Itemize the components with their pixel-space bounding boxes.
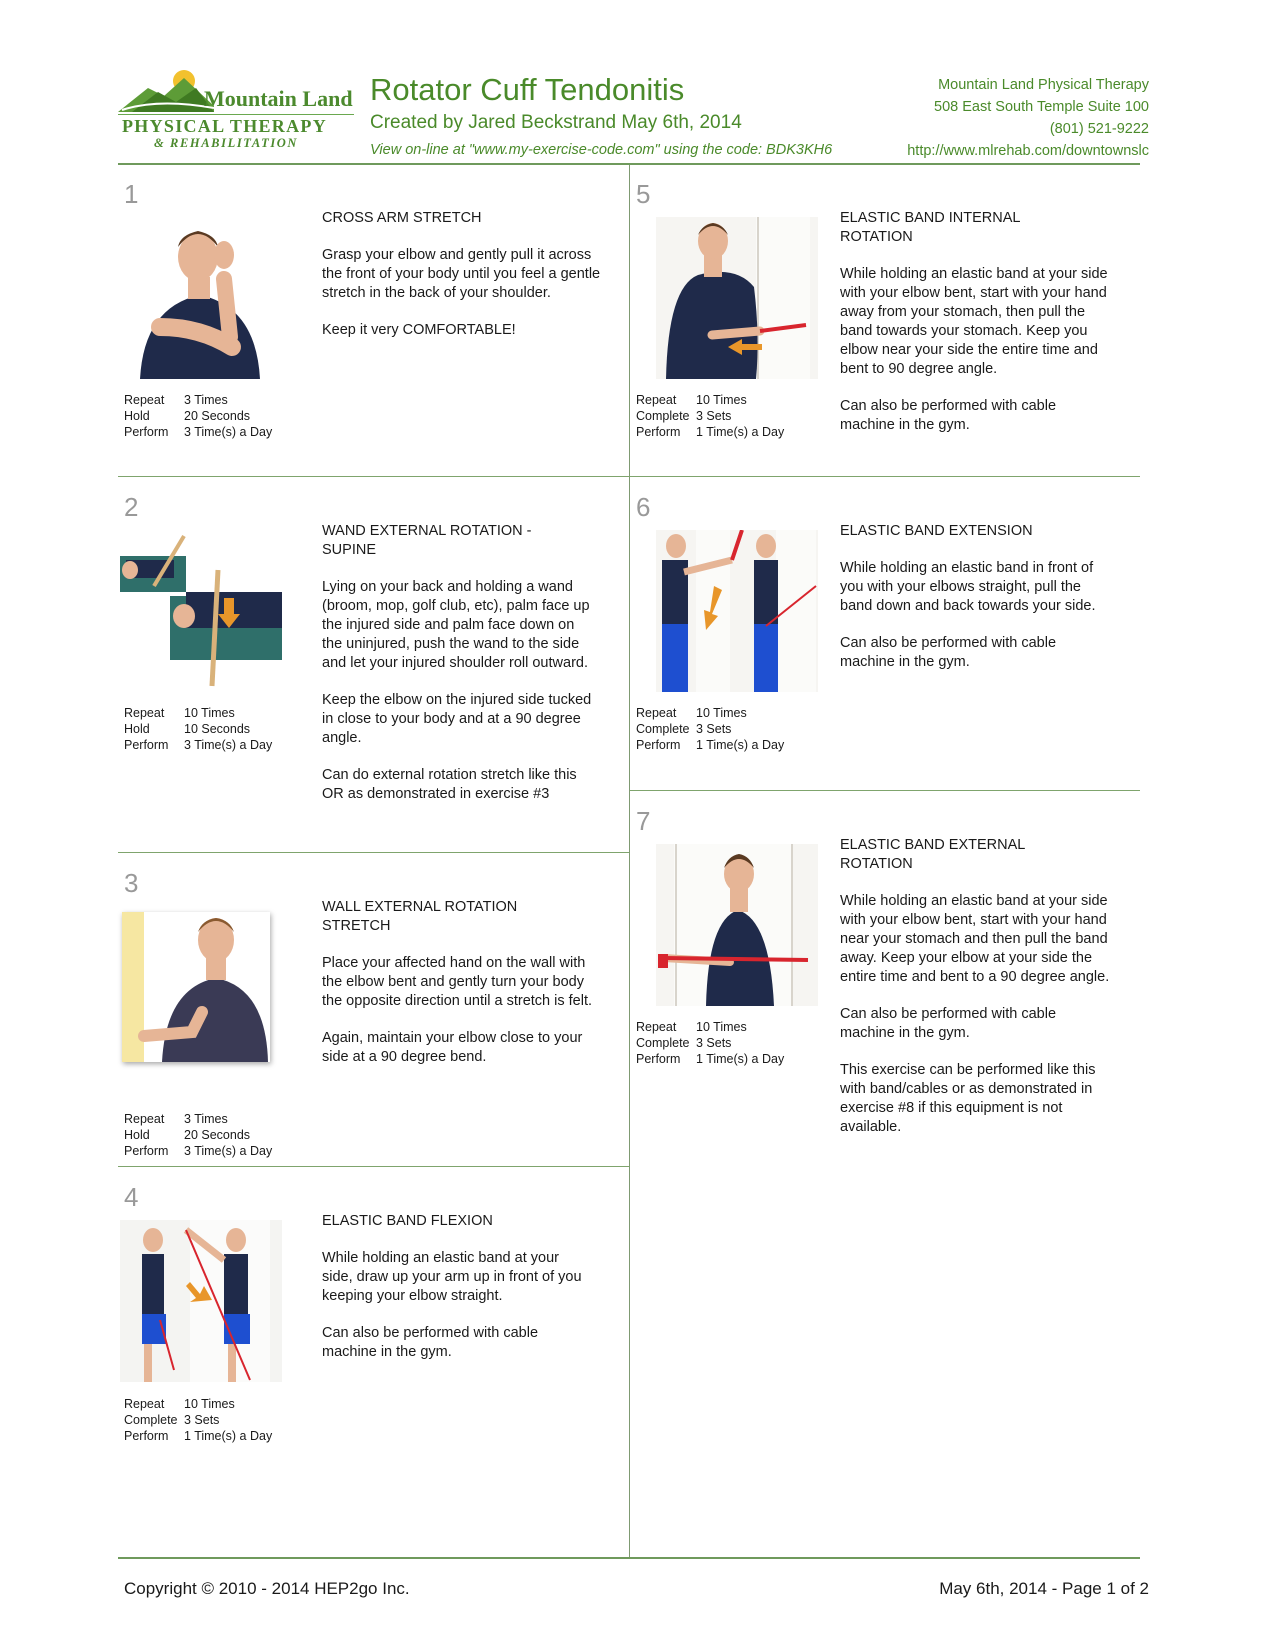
dosage-row [636, 408, 784, 424]
exercise-photo [656, 844, 818, 1006]
logo-tagline-1: PHYSICAL THERAPY [122, 116, 328, 136]
dosage-value: 3 Sets [696, 409, 732, 423]
dosage-label: Repeat [124, 1397, 165, 1411]
exercise-photo [120, 530, 282, 692]
cross-arm-stretch-figure [120, 217, 282, 379]
instruction-paragraph: Keep the elbow on the injured side tucked in close to your body and at a 90 degree angle. [322, 692, 592, 746]
dosage-value: 10 Times [696, 706, 747, 720]
exercise-photo [120, 1220, 282, 1382]
clinic-name: Mountain Land Physical Therapy [938, 77, 1149, 93]
exercise-title: CROSS ARM STRETCH [322, 210, 482, 226]
exercise-card [630, 480, 1140, 788]
dosage-value: 1 Time(s) a Day [184, 1429, 273, 1443]
dosage-value: 3 Times [184, 393, 228, 407]
online-code-note: View on-line at "www.my-exercise-code.com" using the code: BDK3KH6 [370, 142, 833, 158]
exercise-dosage [124, 1111, 272, 1159]
clinic-url[interactable]: http://www.mlrehab.com/downtownslc [907, 143, 1149, 159]
row-divider-left-3 [118, 1166, 629, 1167]
exercise-number: 5 [636, 179, 651, 209]
dosage-row [124, 705, 272, 721]
dosage-row [636, 424, 784, 440]
exercise-instructions [840, 265, 1110, 453]
dosage-value: 3 Sets [696, 1036, 732, 1050]
dosage-row [124, 408, 272, 424]
exercise-instructions [840, 559, 1110, 690]
dosage-value: 1 Time(s) a Day [696, 738, 785, 752]
exercise-card [118, 167, 629, 476]
dosage-label: Perform [124, 1429, 169, 1443]
row-divider-left-2 [118, 852, 629, 853]
instruction-paragraph: Grasp your elbow and gently pull it across the front of your body until you feel a gentle stretch in the back of your shoulder. [322, 247, 601, 301]
exercise-title: WALL EXTERNAL ROTATION STRETCH [322, 899, 518, 934]
instruction-paragraph: Lying on your back and holding a wand (broom, mop, golf club, etc), palm face up the injured side and palm face down on the uninjured, push the wand to the side and let your injured shoulder roll outward. [322, 579, 590, 671]
exercise-number: 2 [124, 492, 139, 522]
dosage-row [124, 392, 272, 408]
dosage-label: Complete [636, 1036, 690, 1050]
dosage-value: 20 Seconds [184, 409, 251, 423]
dosage-label: Repeat [124, 393, 165, 407]
dosage-row [124, 1428, 272, 1444]
wand-external-rotation-figure [120, 530, 282, 692]
dosage-label: Repeat [636, 706, 677, 720]
band-external-rotation-figure [656, 844, 818, 1006]
dosage-row [124, 1111, 272, 1127]
wall-external-rotation-figure [122, 912, 270, 1062]
exercise-number: 4 [124, 1182, 139, 1212]
instruction-paragraph: Can also be performed with cable machine in the gym. [840, 398, 1057, 433]
dosage-row [636, 721, 784, 737]
exercise-photo [122, 912, 270, 1062]
dosage-value: 3 Time(s) a Day [184, 1144, 273, 1158]
exercise-photo [120, 217, 282, 379]
dosage-value: 1 Time(s) a Day [696, 425, 785, 439]
exercise-photo [656, 217, 818, 379]
exercise-card [630, 794, 1140, 1554]
exercise-title: ELASTIC BAND FLEXION [322, 1213, 493, 1229]
dosage-value: 20 Seconds [184, 1128, 251, 1142]
instruction-paragraph: Can also be performed with cable machine in the gym. [840, 635, 1057, 670]
dosage-label: Perform [636, 1052, 681, 1066]
exercise-dosage [636, 1019, 784, 1067]
dosage-label: Perform [124, 425, 169, 439]
dosage-label: Repeat [124, 1112, 165, 1126]
dosage-label: Repeat [636, 393, 677, 407]
band-internal-rotation-figure [656, 217, 818, 379]
instruction-paragraph: This exercise can be performed like this with band/cables or as demonstrated in exercise #8 if this equipment is not available. [840, 1062, 1096, 1135]
instruction-paragraph: While holding an elastic band in front of you with your elbows straight, pull the band down and back towards your side. [840, 560, 1096, 614]
exercise-instructions [322, 1249, 592, 1380]
dosage-value: 3 Time(s) a Day [184, 738, 273, 752]
exercise-dosage [124, 705, 272, 753]
dosage-value: 10 Times [184, 1397, 235, 1411]
clinic-contact [907, 74, 1149, 162]
exercise-dosage [124, 392, 272, 440]
band-flexion-figure [120, 1220, 282, 1382]
dosage-value: 3 Sets [696, 722, 732, 736]
instruction-paragraph: Can also be performed with cable machine in the gym. [322, 1325, 539, 1360]
band-extension-figure [656, 530, 818, 692]
dosage-label: Hold [124, 409, 150, 423]
exercise-card [118, 1170, 629, 1555]
footer-rule [118, 1557, 1140, 1559]
dosage-row [124, 1412, 272, 1428]
dosage-label: Complete [124, 1413, 178, 1427]
row-divider-right-2 [630, 790, 1140, 791]
dosage-value: 3 Time(s) a Day [184, 425, 273, 439]
footer-copyright: Copyright © 2010 - 2014 HEP2go Inc. [124, 1579, 410, 1598]
instruction-paragraph: Again, maintain your elbow close to your side at a 90 degree bend. [322, 1030, 583, 1065]
instruction-paragraph: Can also be performed with cable machine in the gym. [840, 1006, 1057, 1041]
clinic-phone: (801) 521-9222 [1049, 121, 1149, 137]
exercise-title: ELASTIC BAND EXTENSION [840, 523, 1033, 539]
dosage-row [636, 705, 784, 721]
logo-wordmark: Mountain Land [204, 86, 353, 111]
exercise-instructions [322, 578, 592, 822]
logo-tagline-2: & REHABILITATION [154, 136, 299, 150]
document-subtitle: Created by Jared Beckstrand May 6th, 2014 [370, 112, 742, 133]
exercise-card [118, 856, 629, 1164]
dosage-label: Complete [636, 409, 690, 423]
exercise-instructions [322, 246, 612, 358]
dosage-row [124, 424, 272, 440]
dosage-value: 10 Seconds [184, 722, 251, 736]
footer-page-number: May 6th, 2014 - Page 1 of 2 [939, 1579, 1149, 1598]
logo-rule [118, 114, 354, 115]
exercise-number: 1 [124, 179, 139, 209]
dosage-row [124, 737, 272, 753]
instruction-paragraph: Can do external rotation stretch like this OR as demonstrated in exercise #3 [322, 767, 577, 802]
exercise-card [118, 480, 629, 850]
dosage-row [124, 1127, 272, 1143]
dosage-value: 10 Times [184, 706, 235, 720]
dosage-label: Hold [124, 722, 150, 736]
dosage-value: 10 Times [696, 1020, 747, 1034]
dosage-row [124, 1396, 272, 1412]
dosage-label: Perform [636, 738, 681, 752]
exercise-photo [656, 530, 818, 692]
dosage-row [636, 1035, 784, 1051]
dosage-value: 1 Time(s) a Day [696, 1052, 785, 1066]
exercise-number: 3 [124, 868, 139, 898]
dosage-row [636, 392, 784, 408]
dosage-label: Repeat [636, 1020, 677, 1034]
dosage-value: 3 Times [184, 1112, 228, 1126]
dosage-row [636, 1019, 784, 1035]
dosage-row [636, 737, 784, 753]
exercise-number: 6 [636, 492, 651, 522]
exercise-title: WAND EXTERNAL ROTATION - SUPINE [322, 523, 532, 558]
instruction-paragraph: While holding an elastic band at your side, draw up your arm up in front of you keeping your elbow straight. [322, 1250, 582, 1304]
instruction-paragraph: While holding an elastic band at your side with your elbow bent, start with your hand away from your stomach, then pull the band towards your stomach. Keep you elbow near your side the entire time and bent to 90 degree angle. [840, 266, 1108, 377]
clinic-logo [118, 68, 358, 158]
dosage-label: Perform [636, 425, 681, 439]
clinic-address: 508 East South Temple Suite 100 [934, 99, 1149, 115]
exercise-card [630, 167, 1140, 476]
instruction-paragraph: Keep it very COMFORTABLE! [322, 322, 516, 338]
instruction-paragraph: While holding an elastic band at your side with your elbow bent, start with your hand near your stomach and then pull the band away. Keep your elbow at your side the entire time and bent to a 90 degree angle. [840, 893, 1110, 985]
dosage-label: Hold [124, 1128, 150, 1142]
exercise-dosage [636, 392, 784, 440]
dosage-value: 10 Times [696, 393, 747, 407]
instruction-paragraph: Place your affected hand on the wall with the elbow bent and gently turn your body the opposite direction until a stretch is felt. [322, 955, 593, 1009]
dosage-row [636, 1051, 784, 1067]
exercise-dosage [636, 705, 784, 753]
dosage-label: Perform [124, 1144, 169, 1158]
dosage-label: Repeat [124, 706, 165, 720]
exercise-title: ELASTIC BAND INTERNAL ROTATION [840, 210, 1020, 245]
row-divider-1 [118, 476, 1140, 477]
exercise-instructions [840, 892, 1112, 1155]
exercise-instructions [322, 954, 592, 1085]
exercise-dosage [124, 1396, 272, 1444]
document-title: Rotator Cuff Tendonitis [370, 72, 685, 107]
dosage-label: Perform [124, 738, 169, 752]
exercise-number: 7 [636, 806, 651, 836]
dosage-value: 3 Sets [184, 1413, 220, 1427]
dosage-row [124, 1143, 272, 1159]
dosage-row [124, 721, 272, 737]
dosage-label: Complete [636, 722, 690, 736]
exercise-title: ELASTIC BAND EXTERNAL ROTATION [840, 837, 1025, 872]
